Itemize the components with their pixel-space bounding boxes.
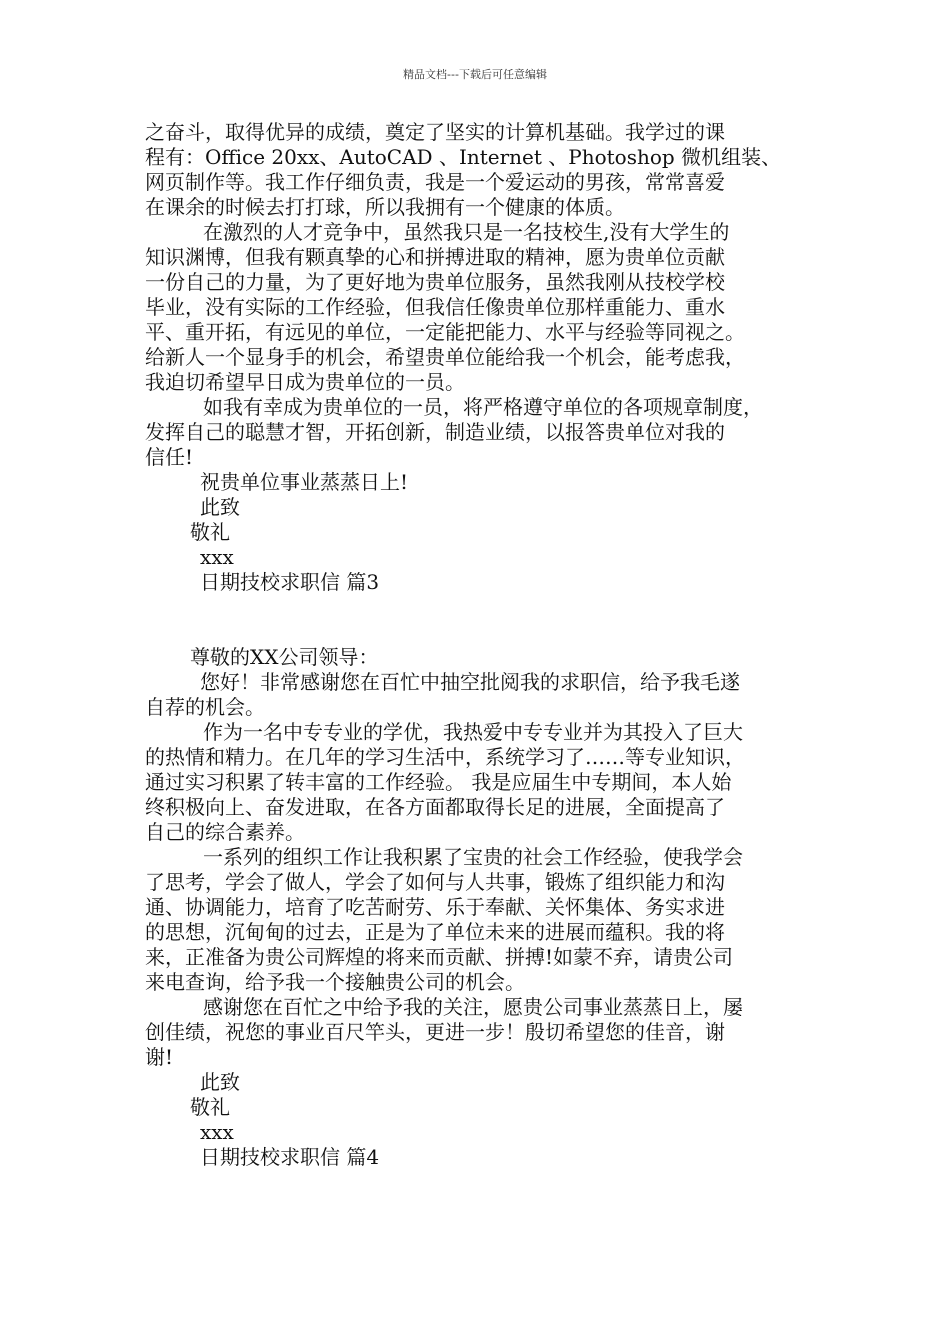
text-line: 网页制作等。我工作仔细负责，我是一个爱运动的男孩，常常喜爱 [145, 170, 725, 194]
paragraph-line: 自己的综合素养。 [145, 820, 305, 844]
paragraph-line: 来，正准备为贵公司辉煌的将来而贡献、拼搏!如蒙不弃，请贵公司 [145, 945, 734, 969]
paragraph-line: 通过实习积累了转丰富的工作经验。 我是应届生中专期间，本人始 [145, 770, 732, 794]
paragraph-line: 您好！非常感谢您在百忙中抽空批阅我的求职信，给予我毛遂 [200, 670, 740, 694]
paragraph-line: 通、协调能力，培育了吃苦耐劳、乐于奉献、关怀集体、务实求进 [145, 895, 725, 919]
section-title: 日期技校求职信 篇4 [200, 1145, 380, 1169]
paragraph-line: 创佳绩，祝您的事业百尺竿头，更进一步！殷切希望您的佳音，谢 [145, 1020, 725, 1044]
closing-line: 此致 [200, 1070, 240, 1094]
paragraph-line: 的思想，沉甸甸的过去，正是为了单位未来的进展而蕴积。我的将 [145, 920, 725, 944]
paragraph-line: 一份自己的力量，为了更好地为贵单位服务，虽然我刚从技校学校 [145, 270, 725, 294]
signature: xxx [200, 1120, 234, 1144]
closing-line: 敬礼 [190, 520, 230, 544]
paragraph-line: 毕业，没有实际的工作经验，但我信任像贵单位那样重能力、重水 [145, 295, 725, 319]
paragraph-line: 信任! [145, 445, 194, 469]
text-line: 之奋斗，取得优异的成绩，奠定了坚实的计算机基础。我学过的课 [145, 120, 725, 144]
paragraph-line: 我迫切希望早日成为贵单位的一员。 [145, 370, 465, 394]
signature: xxx [200, 545, 234, 569]
closing-line: 此致 [200, 495, 240, 519]
paragraph-line: 作为一名中专专业的学优，我热爱中专专业并为其投入了巨大 [203, 720, 743, 744]
page-header: 精品文档---下载后可任意编辑 [403, 68, 547, 81]
paragraph-line: 谢! [145, 1045, 174, 1069]
document-body [145, 120, 825, 1170]
paragraph-line: 给新人一个显身手的机会，希望贵单位能给我一个机会，能考虑我， [145, 345, 745, 369]
wish-line: 祝贵单位事业蒸蒸日上! [200, 470, 409, 494]
paragraph-line: 知识渊博，但我有颗真挚的心和拼搏进取的精神，愿为贵单位贡献 [145, 245, 725, 269]
text-line: 程有：Office 20xx、AutoCAD 、Internet 、Photoshop 微机组装、 [145, 145, 782, 169]
paragraph-line: 平、重开拓，有远见的单位，一定能把能力、水平与经验等同视之。 [145, 320, 745, 344]
text-line: 在课余的时候去打打球，所以我拥有一个健康的体质。 [145, 195, 625, 219]
paragraph-line: 自荐的机会。 [145, 695, 265, 719]
salutation: 尊敬的XX公司领导： [190, 645, 379, 669]
paragraph-line: 终积极向上、奋发进取，在各方面都取得长足的进展，全面提高了 [145, 795, 725, 819]
paragraph-line: 的热情和精力。在几年的学习生活中，系统学习了……等专业知识， [145, 745, 745, 769]
paragraph-line: 了思考，学会了做人，学会了如何与人共事，锻炼了组织能力和沟 [145, 870, 725, 894]
section-spacer [145, 595, 825, 645]
paragraph-line: 感谢您在百忙之中给予我的关注，愿贵公司事业蒸蒸日上，屡 [203, 995, 743, 1019]
paragraph-line: 如我有幸成为贵单位的一员，将严格遵守单位的各项规章制度， [203, 395, 763, 419]
section-title: 日期技校求职信 篇3 [200, 570, 380, 594]
paragraph-line: 发挥自己的聪慧才智，开拓创新，制造业绩，以报答贵单位对我的 [145, 420, 725, 444]
paragraph-line: 来电查询，给予我一个接触贵公司的机会。 [145, 970, 525, 994]
closing-line: 敬礼 [190, 1095, 230, 1119]
paragraph-line: 在激烈的人才竞争中，虽然我只是一名技校生,没有大学生的 [203, 220, 730, 244]
paragraph-line: 一系列的组织工作让我积累了宝贵的社会工作经验，使我学会 [203, 845, 743, 869]
